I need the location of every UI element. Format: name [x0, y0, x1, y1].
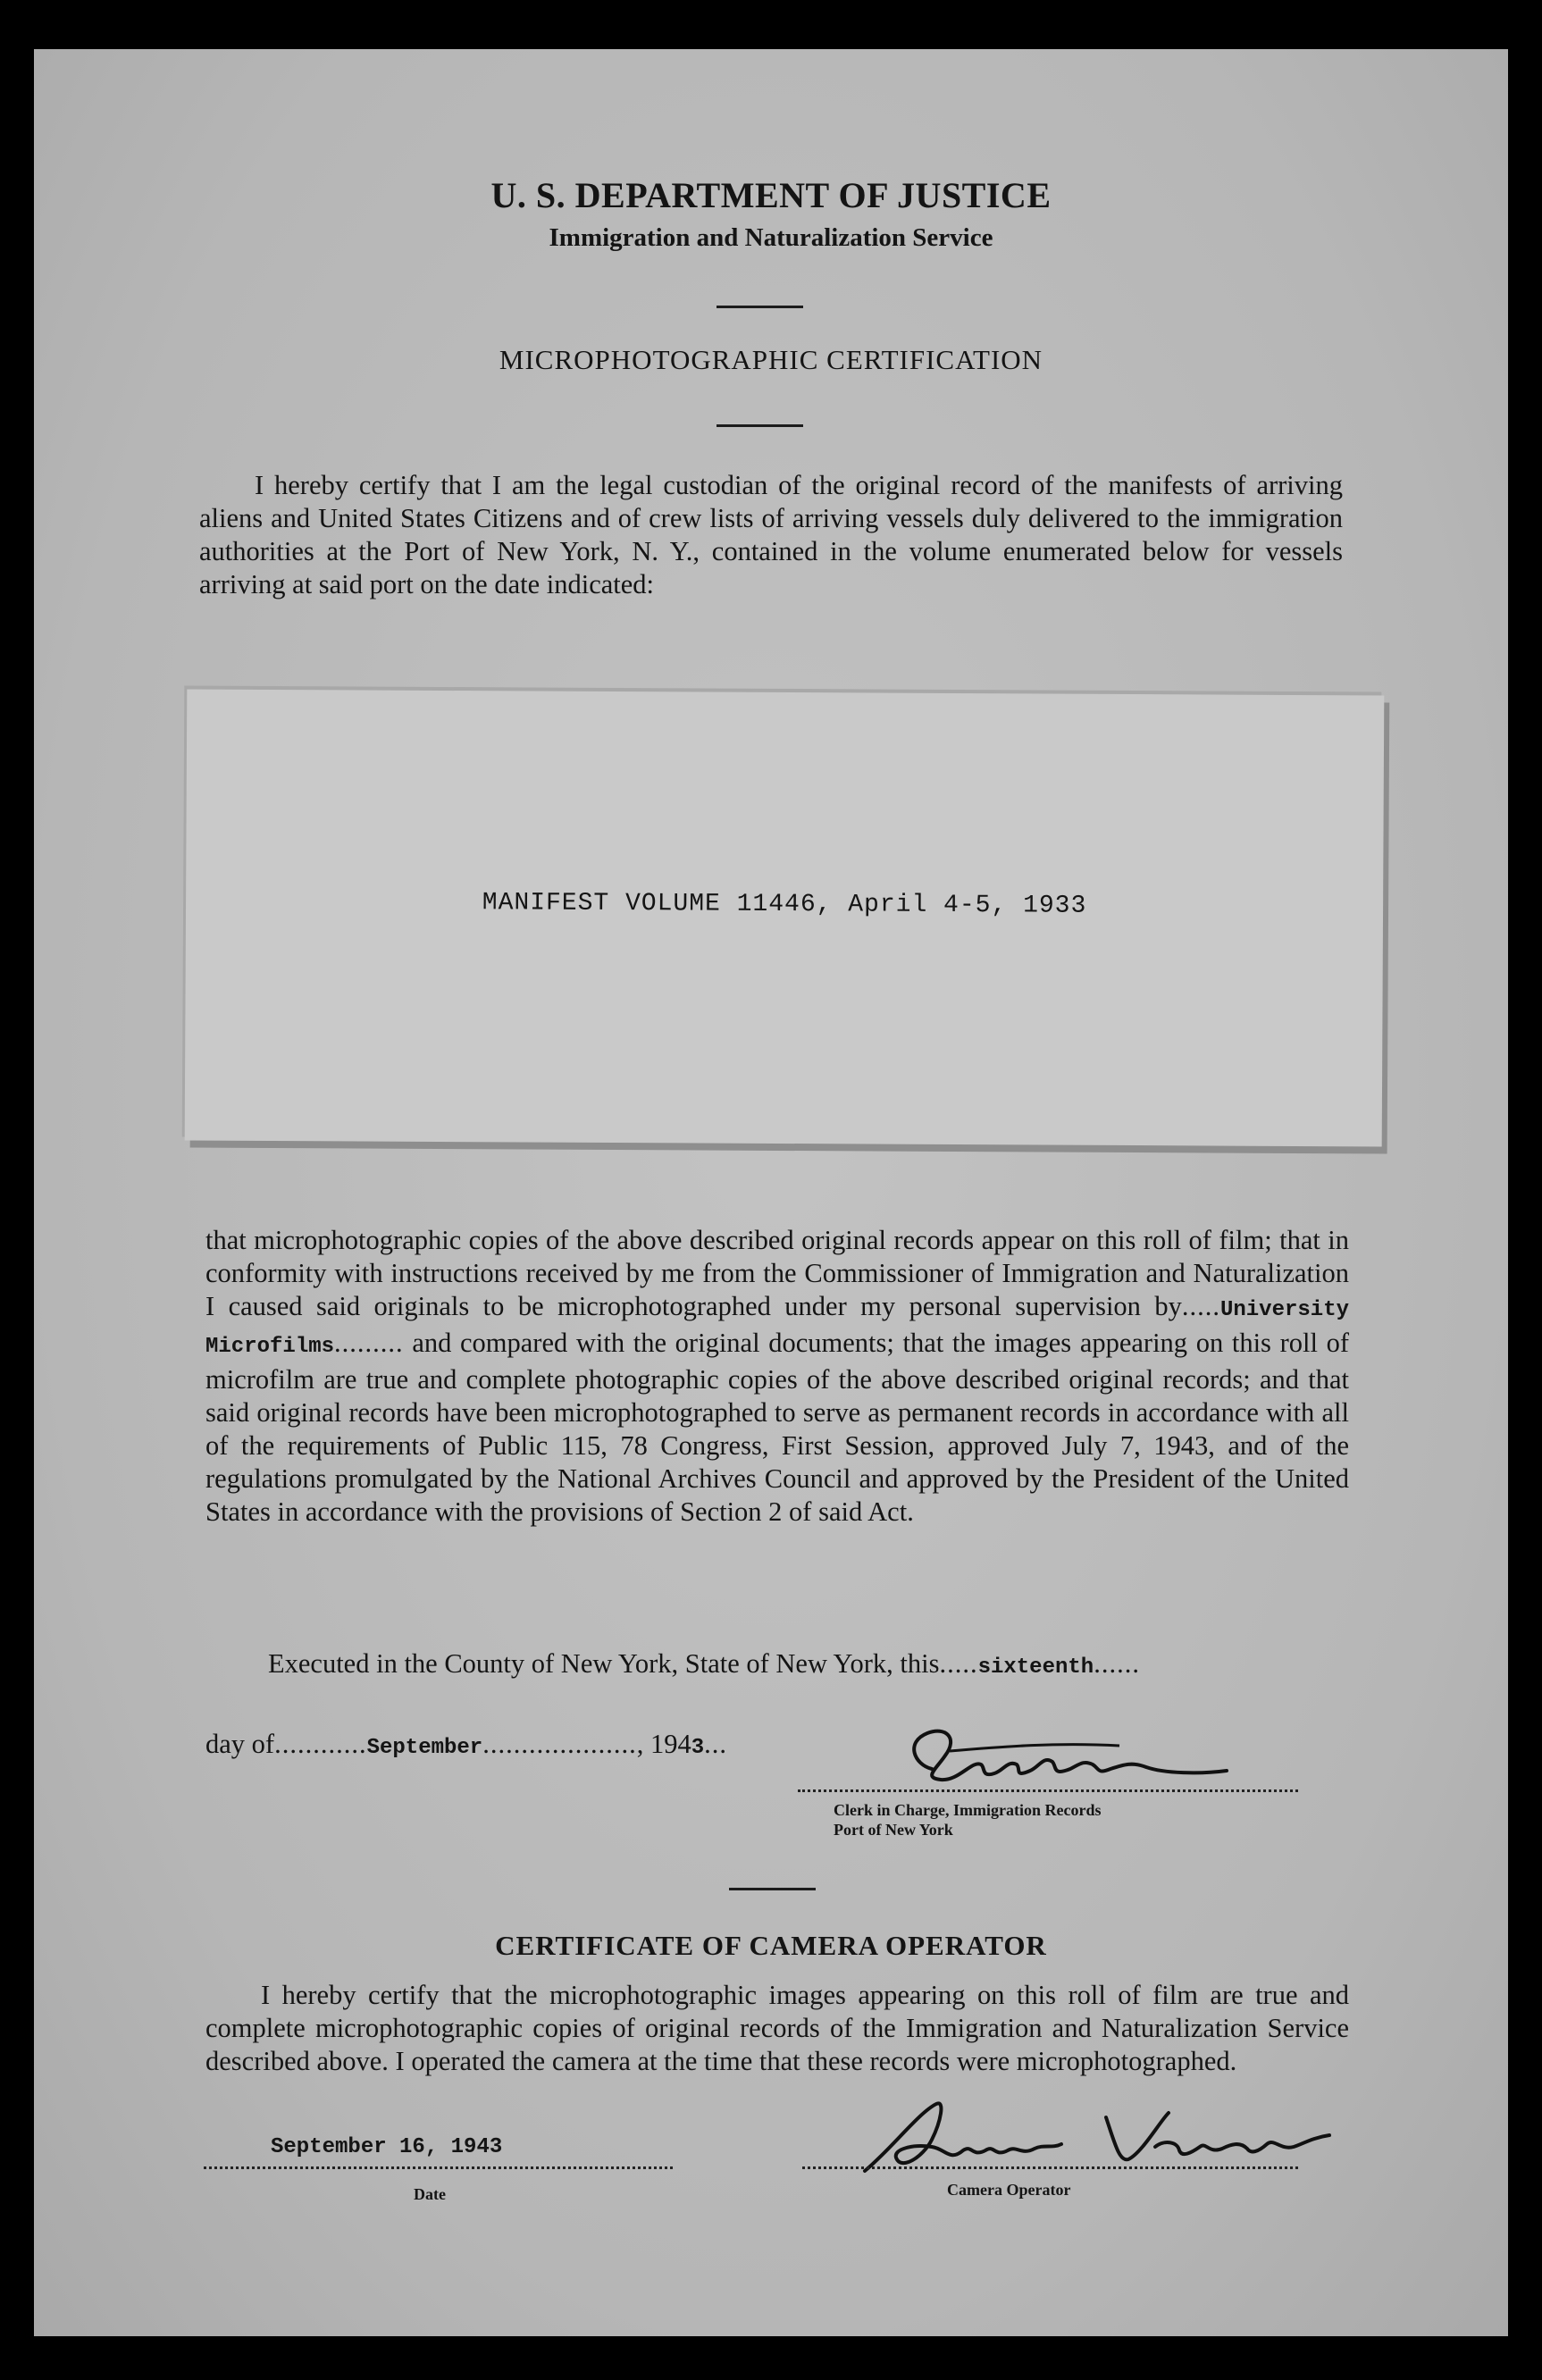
- department-title: U. S. DEPARTMENT OF JUSTICE: [490, 175, 1052, 215]
- camera-operator-label: Camera Operator: [947, 2181, 1071, 2199]
- camera-operator-statement: I hereby certify that the microphotographic images appearing on this roll of film are true and complete microphotographic copies of original records of the Immigration and Naturalization Service described above. I operated the camera at the time that these records were microphotographed.: [205, 1980, 1349, 2076]
- clerk-title: [834, 1800, 1101, 1839]
- execution-line: Executed in the County of New York, State of New York, this.....sixteenth......: [268, 1648, 1140, 1680]
- date-label: Date: [414, 2185, 446, 2203]
- body-text-part2: and compared with the original documents; that the images appearing on this roll of microfilm are true and complete photographic copies of the above described original records; and that said original records have been microphotographed to serve as permanent records in accordance with all of the requirements of Public 115, 78 Congress, First Session, approved July 7, 1943, and of the regulations promulgated by the National Archives Council and approved by the President of the United States in accordance with the provisions of Section 2 of said Act.: [205, 1328, 1349, 1527]
- service-subtitle: Immigration and Naturalization Service: [549, 223, 993, 252]
- date-line: [204, 2166, 673, 2169]
- execution-month-value: September: [366, 1736, 483, 1760]
- year-prefix: , 194: [636, 1729, 691, 1759]
- clerk-title-line2: Port of New York: [834, 1821, 953, 1839]
- body-text-part1: that microphotographic copies of the above described original records appear on this roll of film; that in conformity with instructions received by me from the Commissioner of Immigration and Naturalization I caused said originals to be microphotographed under my personal supervision by: [205, 1225, 1349, 1321]
- manifest-card: [185, 689, 1385, 1146]
- execution-year-value: 3: [691, 1736, 705, 1760]
- clerk-title-line1: Clerk in Charge, Immigration Records: [834, 1801, 1102, 1819]
- operator-date-value: September 16, 1943: [271, 2135, 503, 2159]
- certification-heading: MICROPHOTOGRAPHIC CERTIFICATION: [499, 344, 1043, 375]
- camera-operator-heading: CERTIFICATE OF CAMERA OPERATOR: [495, 1930, 1047, 1961]
- camera-operator-signature: [847, 2095, 1347, 2184]
- divider-rule: [717, 306, 803, 308]
- divider-rule: [717, 424, 803, 427]
- execution-text: Executed in the County of New York, State of New York, this: [268, 1648, 940, 1679]
- filmed-by-value: University Microfilms: [205, 1298, 1349, 1359]
- day-of-line: day of............September...................., 1943...: [205, 1729, 727, 1760]
- execution-day-value: sixteenth: [977, 1655, 1094, 1680]
- operator-signature-line: [802, 2166, 1298, 2169]
- certificate-sheet: [34, 49, 1508, 2336]
- body-paragraph: that microphotographic copies of the above described original records appear on this roll of film; that in conformity with instructions received by me from the Commissioner of Immigration and Naturalization I caused said originals to be microphotographed under my personal supervision by.....University Microfilms......... and compared with the original documents; that the images appearing on this roll of microfilm are true and complete photographic copies of the above described original records; and that said original records have been microphotographed to serve as permanent records in accordance with all of the requirements of Public 115, 78 Congress, First Session, approved July 7, 1943, and of the regulations promulgated by the National Archives Council and approved by the President of the United States in accordance with the provisions of Section 2 of said Act.: [205, 1225, 1349, 1527]
- divider-rule: [729, 1888, 816, 1890]
- clerk-signature-line: [798, 1789, 1298, 1792]
- clerk-signature: [896, 1715, 1271, 1796]
- intro-paragraph: I hereby certify that I am the legal custodian of the original record of the manifests of arriving aliens and United States Citizens and of crew lists of arriving vessels duly delivered to the immigration authorities at the Port of New York, N. Y., contained in the volume enumerated below for vessels arriving at said port on the date indicated:: [199, 470, 1343, 599]
- manifest-volume-text: MANIFEST VOLUME 11446, April 4-5, 1933: [482, 889, 1087, 920]
- day-of-label: day of: [205, 1729, 275, 1759]
